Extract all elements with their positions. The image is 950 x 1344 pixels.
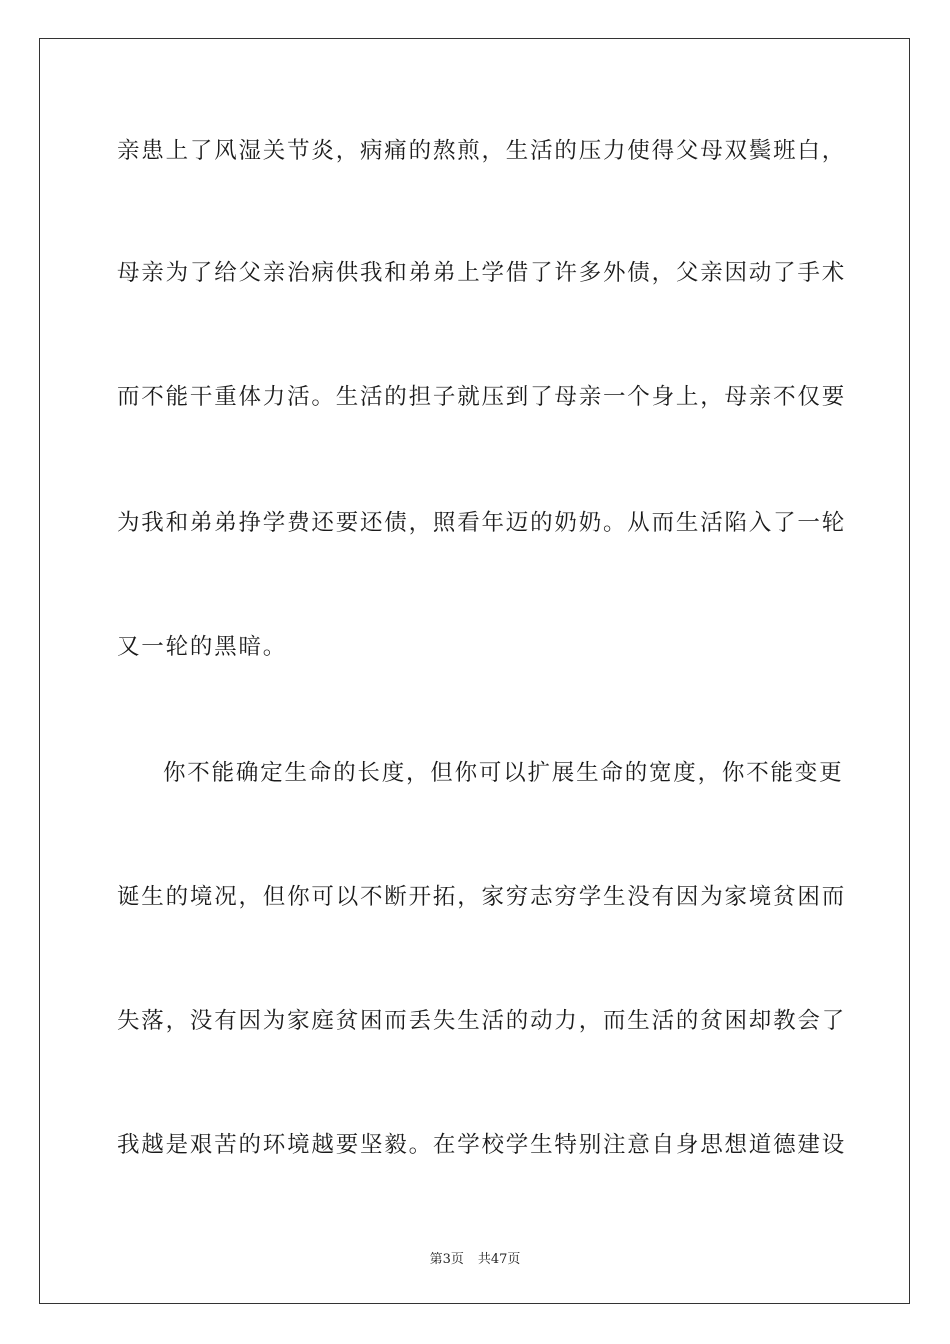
text-line: 又一轮的黑暗。: [117, 634, 288, 660]
text-line: 我越是艰苦的环境越要坚毅。在学校学生特别注意自身思想道德建设: [117, 1132, 847, 1158]
text-line: 母亲为了给父亲治病供我和弟弟上学借了许多外债，父亲因动了手术: [117, 260, 847, 286]
page-footer: [0, 1248, 950, 1267]
text-line: 亲患上了风湿关节炎，病痛的熬煎，生活的压力使得父母双鬓班白，: [117, 138, 847, 164]
text-line: 为我和弟弟挣学费还要还债，照看年迈的奶奶。从而生活陷入了一轮: [117, 510, 847, 536]
page-number: 第3页: [429, 1252, 464, 1267]
page-total: 共47页: [477, 1252, 521, 1267]
paragraph-first-line: 你不能确定生命的长度，但你可以扩展生命的宽度，你不能变更: [163, 760, 844, 786]
text-line: 诞生的境况，但你可以不断开拓，家穷志穷学生没有因为家境贫困而: [117, 884, 847, 910]
page-frame: [39, 38, 910, 1304]
text-line: 失落，没有因为家庭贫困而丢失生活的动力，而生活的贫困却教会了: [117, 1008, 847, 1034]
text-line: 而不能干重体力活。生活的担子就压到了母亲一个身上，母亲不仅要: [117, 384, 847, 410]
